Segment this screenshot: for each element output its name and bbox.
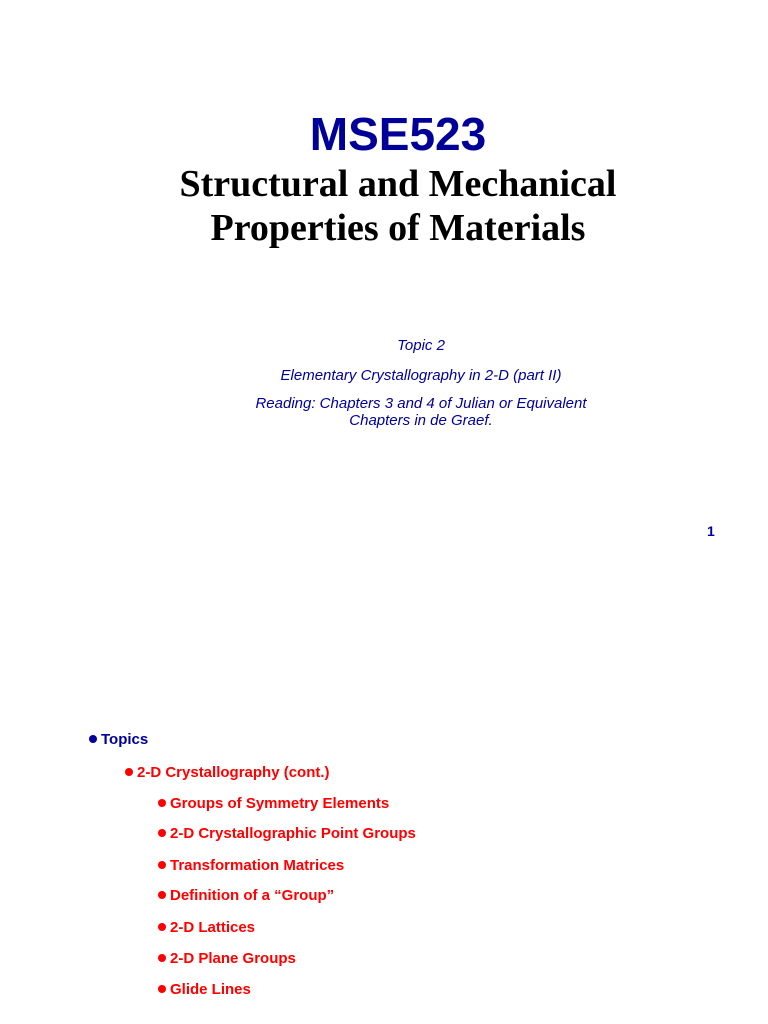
outline-item-label: Definition of a “Group” bbox=[170, 887, 335, 904]
outline-item bbox=[158, 856, 344, 876]
bullet-icon bbox=[158, 891, 166, 899]
outline-item bbox=[158, 949, 296, 969]
outline-item bbox=[158, 980, 251, 1000]
outline-item bbox=[158, 824, 416, 844]
bullet-icon bbox=[158, 861, 166, 869]
outline-item-label: Glide Lines bbox=[170, 981, 251, 998]
outline-item-label: 2-D Crystallographic Point Groups bbox=[170, 825, 416, 842]
outline-subheading-label: 2-D Crystallography (cont.) bbox=[137, 764, 330, 781]
outline-item-label: 2-D Lattices bbox=[170, 919, 256, 936]
reading-note bbox=[0, 395, 768, 429]
outline-item bbox=[158, 918, 255, 938]
bullet-icon bbox=[158, 954, 166, 962]
bullet-icon bbox=[125, 768, 133, 776]
page-number: 1 bbox=[707, 523, 715, 539]
bullet-icon bbox=[158, 799, 166, 807]
outline-item bbox=[158, 794, 389, 814]
outline-heading bbox=[89, 730, 148, 750]
bullet-icon bbox=[89, 735, 97, 743]
bullet-icon bbox=[158, 829, 166, 837]
outline-subheading bbox=[125, 763, 330, 783]
course-title bbox=[0, 162, 768, 250]
outline-item-label: Groups of Symmetry Elements bbox=[170, 795, 390, 812]
topic-number: Topic 2 bbox=[397, 337, 445, 354]
course-title-line-2: Properties of Materials bbox=[210, 207, 586, 249]
outline-item-label: 2-D Plane Groups bbox=[170, 950, 296, 967]
reading-line-1: Reading: Chapters 3 and 4 of Julian or Equivalent bbox=[255, 395, 587, 412]
bullet-icon bbox=[158, 985, 166, 993]
bullet-icon bbox=[158, 923, 166, 931]
outline-item bbox=[158, 886, 334, 906]
outline-item-label: Transformation Matrices bbox=[170, 857, 345, 874]
outline-heading-label: Topics bbox=[101, 731, 149, 748]
topic-name: Elementary Crystallography in 2-D (part II) bbox=[280, 367, 562, 384]
reading-line-2: Chapters in de Graef. bbox=[349, 412, 493, 429]
course-code: MSE523 bbox=[309, 108, 487, 160]
course-title-line-1: Structural and Mechanical bbox=[179, 163, 617, 205]
